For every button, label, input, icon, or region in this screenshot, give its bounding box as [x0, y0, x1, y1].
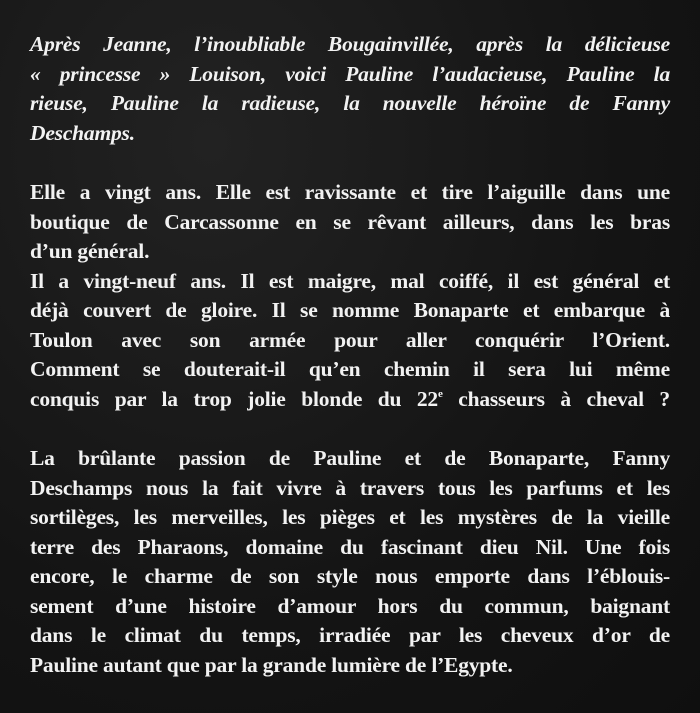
text-line: « princesse » Louison, voici Pauline l’audacieuse, Pauline la	[30, 61, 670, 86]
text-line: La brûlante passion de Pauline et de Bonaparte, Fanny	[30, 446, 670, 470]
text-line: dans le climat du temps, irradiée par les cheveux d’or de	[30, 623, 670, 647]
text-line: Comment se douterait-il qu’en chemin il sera lui même	[30, 357, 670, 381]
bonaparte-paragraph	[30, 267, 670, 415]
paragraph-gap	[30, 148, 670, 178]
text-line: Il a vingt-neuf ans. Il est maigre, mal coiffé, il est général et	[30, 268, 670, 293]
text-line: déjà couvert de gloire. Il se nomme Bonaparte et embarque à	[30, 298, 670, 322]
text-line: Deschamps nous la fait vivre à travers tous les parfums et les	[30, 475, 670, 500]
text-line: sortilèges, les merveilles, les pièges et les mystères de la vieille	[30, 505, 670, 529]
passion-paragraph	[30, 444, 670, 680]
text-fragment: chasseurs à cheval ?	[442, 386, 670, 411]
back-cover-blurb	[30, 30, 670, 680]
intro-paragraph	[30, 30, 670, 148]
pauline-paragraph	[30, 178, 670, 267]
text-line: Toulon avec son armée pour aller conquérir l’Orient.	[30, 327, 670, 352]
text-line: terre des Pharaons, domaine du fascinant dieu Nil. Une fois	[30, 534, 670, 559]
text-line: boutique de Carcassonne en se rêvant ailleurs, dans les bras	[30, 209, 670, 234]
text-line	[30, 385, 670, 415]
text-line: rieuse, Pauline la radieuse, la nouvelle héroïne de Fanny	[30, 91, 670, 115]
text-line: Après Jeanne, l’inoubliable Bougainvillée, après la délicieuse	[30, 32, 670, 56]
text-line: Deschamps.	[30, 120, 135, 145]
text-fragment: conquis par la trop jolie blonde du 22	[30, 386, 438, 411]
text-line: sement d’une histoire d’amour hors du commun, baignant	[30, 593, 670, 618]
ordinal-superscript: e	[437, 387, 443, 400]
text-line: d’un général.	[30, 239, 150, 263]
text-line: Pauline autant que par la grande lumière de l’Egypte.	[30, 652, 513, 677]
paragraph-gap	[30, 414, 670, 444]
text-line: encore, le charme de son style nous emporte dans l’éblouis-	[30, 564, 670, 588]
text-line: Elle a vingt ans. Elle est ravissante et tire l’aiguille dans une	[30, 180, 670, 204]
